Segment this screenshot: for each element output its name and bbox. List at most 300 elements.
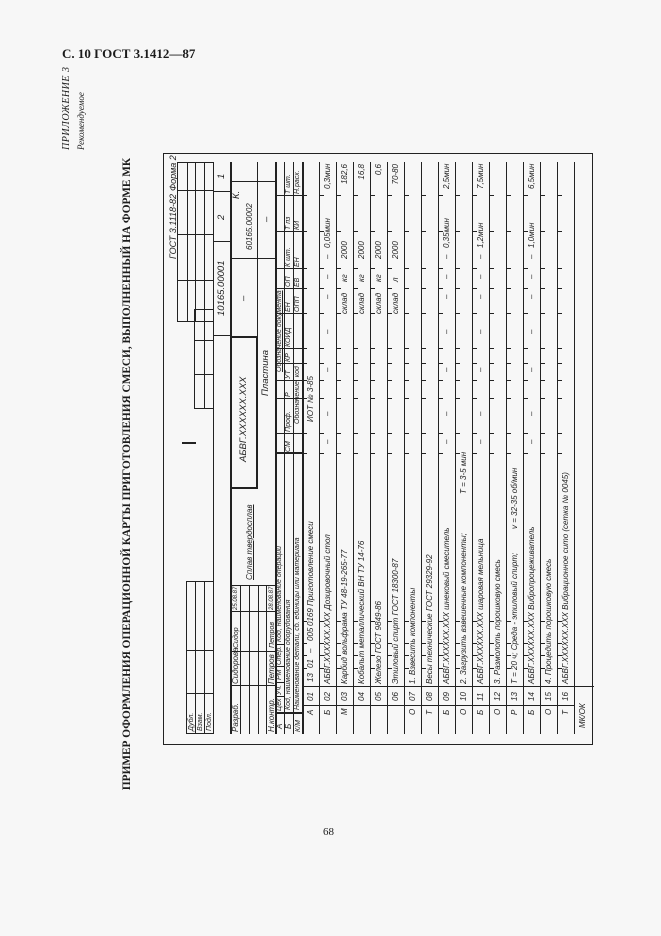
table-row (302, 162, 319, 734)
row-dash: – (442, 294, 451, 299)
column-tick (456, 348, 460, 349)
column-tick (354, 288, 358, 289)
row-number: 15 (544, 692, 553, 701)
developer-role: Разраб. (231, 703, 240, 732)
header-workplace: РМ (276, 669, 283, 680)
column-tick (405, 313, 409, 314)
column-tick (405, 398, 409, 399)
row-text: Карбид вольфрама ТУ 48-19-265-77 (340, 549, 349, 684)
column-divider (507, 686, 523, 687)
column-tick (507, 195, 511, 196)
column-tick (524, 380, 528, 381)
row-unit: кг (340, 274, 349, 282)
column-tick (371, 288, 375, 289)
row-text: Т = 20 ч; Среда - этиловый спирт; (510, 552, 519, 684)
column-tick (320, 288, 324, 289)
column-tick (558, 268, 562, 269)
vzam-label: Взам. (197, 712, 204, 731)
header-col-10: Т шт. (285, 174, 292, 194)
column-divider (388, 705, 404, 706)
row-unit: кг (374, 274, 383, 282)
column-tick (524, 363, 528, 364)
row-dash: – (527, 254, 536, 259)
row-time-prep: 1,2мин (476, 222, 485, 248)
header-km-col-2: ЕВ (294, 277, 301, 287)
row-text: Железо ГОСТ 9849-86 (374, 601, 383, 684)
column-tick (439, 195, 443, 196)
column-tick (507, 268, 511, 269)
row-dash: – (323, 329, 332, 334)
approval-block (186, 581, 214, 734)
header-col-3: УТ (285, 370, 292, 379)
row-letter: М (340, 708, 349, 715)
column-divider (275, 195, 302, 196)
column-tick (439, 348, 443, 349)
column-tick (456, 195, 460, 196)
header-col-7: ОП (285, 276, 292, 287)
column-tick (354, 348, 358, 349)
column-tick (507, 398, 511, 399)
column-tick (490, 195, 494, 196)
column-tick (473, 453, 477, 454)
header-km-col-4: КИ (294, 220, 301, 230)
header-grid-small (194, 309, 214, 409)
column-tick (507, 313, 511, 314)
column-divider (507, 705, 523, 706)
column-tick (439, 433, 443, 434)
sheets-total: 2 (216, 214, 227, 220)
column-tick (558, 195, 562, 196)
column-tick (524, 313, 528, 314)
material-label: Сплав твердосплав (245, 504, 254, 580)
header-km-col-3: ЕН (294, 257, 301, 267)
column-tick (456, 313, 460, 314)
column-divider (275, 348, 302, 349)
column-tick (388, 348, 392, 349)
row-store: склад (391, 292, 400, 314)
row-letter: О (408, 708, 417, 715)
form-standard: ГОСТ 3.1118-82 (168, 194, 178, 259)
column-tick (473, 398, 477, 399)
column-divider (541, 686, 557, 687)
row-time-prep: 1,0мин (527, 222, 536, 248)
column-tick (439, 363, 443, 364)
header-equipment: Код, наименование оборудования (285, 599, 292, 710)
column-tick (337, 363, 341, 364)
column-tick (558, 380, 562, 381)
column-tick (354, 380, 358, 381)
column-divider (354, 686, 370, 687)
row-dash: – (527, 439, 536, 444)
column-divider (388, 686, 404, 687)
column-divider (275, 268, 302, 269)
table-row (319, 162, 336, 734)
column-tick (558, 453, 562, 454)
row-letter: О (459, 708, 468, 715)
column-tick (371, 380, 375, 381)
row-text: 1. Взвесить компоненты (408, 587, 417, 684)
row-dash: – (527, 411, 536, 416)
column-tick (507, 433, 511, 434)
column-divider (371, 705, 387, 706)
row-text: АБВГ.XXXXXX.XXX Дозировочный стол (323, 534, 332, 684)
header-km-col-0: Обозначение, код (294, 366, 301, 424)
column-tick (490, 348, 494, 349)
row-number: 12 (493, 692, 502, 701)
column-tick (320, 433, 324, 434)
row-letter: Б (527, 709, 536, 715)
column-divider (439, 705, 455, 706)
column-tick (422, 348, 426, 349)
table-row (421, 162, 438, 734)
column-tick (439, 268, 443, 269)
header-col-1: Проф. (285, 411, 292, 432)
column-tick (422, 313, 426, 314)
row-text: 2. Загрузить взвешенные компоненты; (459, 533, 468, 684)
checker-role: Н.контр. (267, 698, 276, 732)
header-col-8: К шт. (285, 247, 292, 267)
column-tick (405, 433, 409, 434)
row-dash: – (442, 439, 451, 444)
row-note: Т = 3-5 мин (459, 451, 468, 494)
document-title: ПРИМЕР ОФОРМЛЕНИЯ ОПЕРАЦИОННОЙ КАРТЫ ПРИГОТОВЛЕНИЯ СМЕСИ, ВЫПОЛНЕННЫЙ НА ФОРМЕ МК (121, 157, 133, 791)
column-divider (275, 433, 302, 434)
header-col-9: Т пз (285, 216, 292, 230)
row-text: АБВГ.XXXXXX.XXX Вибропроцеживатель (527, 526, 536, 684)
column-tick (507, 380, 511, 381)
product-dash: – (261, 216, 272, 222)
header-km-col-1: ОПП (294, 296, 301, 312)
column-tick (371, 348, 375, 349)
column-divider (405, 686, 421, 687)
column-divider (456, 705, 472, 706)
column-tick (405, 268, 409, 269)
column-tick (524, 398, 528, 399)
row-store: склад (374, 292, 383, 314)
column-tick (422, 433, 426, 434)
row-dash: – (476, 329, 485, 334)
row-dash: – (323, 274, 332, 279)
header-document-title: Обозначение документа (276, 290, 283, 372)
column-tick (337, 380, 341, 381)
column-divider (490, 705, 506, 706)
header-col-0: СМ (285, 441, 292, 452)
column-divider (337, 686, 353, 687)
column-tick (473, 433, 477, 434)
row-unit: кг (357, 274, 366, 282)
column-tick (473, 363, 477, 364)
row-dash: – (476, 254, 485, 259)
row-letter: О (544, 708, 553, 715)
column-tick (456, 268, 460, 269)
column-tick (541, 195, 545, 196)
table-row (472, 162, 489, 734)
row-dash: – (323, 439, 332, 444)
column-divider (371, 686, 387, 687)
checker-signature: Петров (269, 621, 276, 648)
column-tick (371, 398, 375, 399)
column-tick (422, 453, 426, 454)
column-divider (439, 686, 455, 687)
column-divider (337, 705, 353, 706)
column-tick (490, 268, 494, 269)
column-tick (524, 195, 528, 196)
product-code: АБВГ.XXXXXX.XXX (238, 376, 249, 462)
row-number: 11 (476, 692, 485, 701)
row-dash: – (442, 367, 451, 372)
header-section: Уч. (276, 684, 283, 695)
row-dash: – (323, 254, 332, 259)
column-tick (405, 288, 409, 289)
column-tick (405, 231, 409, 232)
column-tick (439, 453, 443, 454)
column-tick (490, 453, 494, 454)
column-tick (507, 348, 511, 349)
column-divider (422, 686, 438, 687)
column-tick (524, 268, 528, 269)
header-b-letter: Б (284, 723, 293, 729)
column-tick (422, 288, 426, 289)
column-tick (422, 195, 426, 196)
column-tick (456, 433, 460, 434)
column-divider (275, 313, 302, 314)
appendix-label: ПРИЛОЖЕНИЕ 3 (61, 66, 72, 150)
column-tick (354, 363, 358, 364)
row-text: Весы технические ГОСТ 29329-92 (425, 554, 434, 684)
row-text: АБВГ.XXXXXX.XXX Вибрационное сито (сетка № 0045) (561, 472, 570, 684)
row-number: 04 (357, 692, 366, 701)
row-store: склад (357, 292, 366, 314)
column-tick (388, 363, 392, 364)
column-tick (320, 453, 324, 454)
sheet-number: 1 (216, 173, 227, 179)
column-divider (275, 288, 302, 289)
column-tick (541, 363, 545, 364)
column-tick (456, 363, 460, 364)
header-workshop: Цех (276, 698, 283, 711)
row-dash: – (323, 367, 332, 372)
row-letter: Т (425, 710, 434, 715)
column-tick (490, 231, 494, 232)
column-tick (405, 348, 409, 349)
row-dash: – (527, 367, 536, 372)
row-letter: А (306, 709, 315, 715)
column-tick (337, 453, 341, 454)
row-dash: – (527, 274, 536, 279)
column-divider (354, 705, 370, 706)
column-divider (422, 705, 438, 706)
column-divider (558, 686, 574, 687)
column-tick (337, 231, 341, 232)
column-tick (371, 433, 375, 434)
table-row (353, 162, 370, 734)
row-en: 2000 (374, 241, 383, 259)
row-time-prep: 0,35мин (442, 218, 451, 248)
row-op-code: 01 (306, 659, 315, 668)
column-tick (388, 268, 392, 269)
row-text: 3. Размолоть порошковую смесь (493, 559, 502, 684)
row-number: 03 (340, 692, 349, 701)
podl-label: Подл. (206, 712, 213, 731)
column-tick (439, 288, 443, 289)
row-number: 10 (459, 692, 468, 701)
column-tick (473, 195, 477, 196)
header-km-col-5: Н.расх. (294, 170, 301, 194)
column-divider (473, 686, 489, 687)
column-tick (422, 380, 426, 381)
table-row (438, 162, 455, 734)
row-text: 0169 Приготовление смеси (306, 521, 315, 626)
developer-name: Сидорова (231, 647, 240, 684)
column-tick (388, 453, 392, 454)
column-tick (558, 348, 562, 349)
column-tick (405, 380, 409, 381)
column-tick (422, 268, 426, 269)
row-quantity: 182,6 (340, 164, 349, 185)
column-tick (558, 288, 562, 289)
column-tick (371, 453, 375, 454)
column-tick (337, 398, 341, 399)
page-number: 68 (323, 826, 334, 838)
table-row (404, 162, 421, 734)
row-time-piece: 6,5мин (527, 163, 536, 189)
row-document: ИОТ № 3-85 (306, 376, 315, 422)
column-tick (473, 268, 477, 269)
column-divider (275, 363, 302, 364)
empty-dash: – (238, 295, 249, 301)
column-tick (541, 433, 545, 434)
column-tick (320, 195, 324, 196)
row-text: Кобальт металлический ВН ТУ 14-76 (357, 540, 366, 684)
footer-label: МК/ОК (578, 703, 587, 728)
row-letter: Б (323, 709, 332, 715)
column-tick (337, 433, 341, 434)
header-km-letter: К/М (295, 720, 302, 732)
row-dash: – (476, 411, 485, 416)
row-op-code: 005 (306, 627, 315, 641)
column-tick (388, 380, 392, 381)
row-time-piece: 2,5мин (442, 163, 451, 189)
column-tick (388, 433, 392, 434)
row-number: 16 (561, 692, 570, 701)
row-dash: – (323, 294, 332, 299)
column-tick (490, 380, 494, 381)
table-row (455, 162, 472, 734)
column-tick (439, 313, 443, 314)
column-tick (490, 363, 494, 364)
column-divider (303, 705, 319, 706)
column-tick (337, 268, 341, 269)
row-dash: – (442, 411, 451, 416)
column-tick (541, 380, 545, 381)
row-note: v = 32-35 об/мин (510, 467, 519, 529)
column-tick (541, 268, 545, 269)
marker-line (182, 442, 196, 444)
header-grid (177, 162, 214, 322)
page-header: С. 10 ГОСТ 3.1412—87 (62, 46, 196, 61)
row-text: АБВГ.XXXXXX.XXX шаровая мельница (476, 538, 485, 684)
column-tick (558, 433, 562, 434)
column-tick (541, 453, 545, 454)
column-tick (422, 363, 426, 364)
column-tick (439, 380, 443, 381)
row-letter: Б (442, 709, 451, 715)
document-code: 10165.00001 (216, 260, 227, 316)
column-tick (320, 348, 324, 349)
column-tick (558, 363, 562, 364)
table-row (557, 162, 574, 734)
column-tick (354, 433, 358, 434)
column-divider (541, 705, 557, 706)
column-tick (337, 288, 341, 289)
row-number: 05 (374, 692, 383, 701)
row-number: 07 (408, 692, 417, 701)
row-quantity: 16,8 (357, 164, 366, 180)
row-number: 13 (510, 692, 519, 701)
column-divider (558, 705, 574, 706)
row-number: 09 (442, 692, 451, 701)
product-name: Пластина (260, 350, 271, 396)
column-tick (371, 268, 375, 269)
table-row (370, 162, 387, 734)
dubl-label: Дубл. (188, 712, 195, 731)
table-row (489, 162, 506, 734)
row-dash: – (527, 294, 536, 299)
row-text: Этиловый спирт ГОСТ 18300-87 (391, 558, 400, 684)
row-letter: Т (561, 710, 570, 715)
row-op-code: – (306, 648, 315, 653)
column-tick (354, 231, 358, 232)
row-dash: – (476, 439, 485, 444)
column-tick (405, 453, 409, 454)
column-tick (320, 380, 324, 381)
column-tick (490, 288, 494, 289)
row-letter: О (493, 708, 502, 715)
appendix-note: Рекомендуемое (76, 92, 86, 150)
table-row (506, 162, 523, 734)
column-tick (507, 363, 511, 364)
column-tick (541, 348, 545, 349)
column-tick (354, 398, 358, 399)
column-divider (320, 686, 336, 687)
header-a-letter: А (275, 723, 284, 729)
column-divider (275, 231, 302, 232)
header-col-6: ЕН (285, 302, 292, 312)
column-tick (456, 288, 460, 289)
column-tick (507, 231, 511, 232)
column-tick (422, 231, 426, 232)
column-tick (473, 313, 477, 314)
table-row (387, 162, 404, 734)
column-tick (320, 363, 324, 364)
row-text: АБВГ.XXXXXX.XXX шнековый смеситель (442, 527, 451, 684)
row-quantity: 70-80 (391, 164, 400, 185)
column-tick (337, 348, 341, 349)
column-tick (456, 380, 460, 381)
column-tick (558, 398, 562, 399)
row-unit: л (391, 277, 400, 282)
header-col-5: КОИД (285, 327, 292, 347)
row-time-prep: 0,05мин (323, 218, 332, 248)
column-tick (473, 288, 477, 289)
column-tick (541, 398, 545, 399)
column-tick (405, 195, 409, 196)
column-tick (439, 398, 443, 399)
row-dash: – (476, 294, 485, 299)
column-tick (320, 398, 324, 399)
column-tick (422, 398, 426, 399)
column-tick (354, 453, 358, 454)
